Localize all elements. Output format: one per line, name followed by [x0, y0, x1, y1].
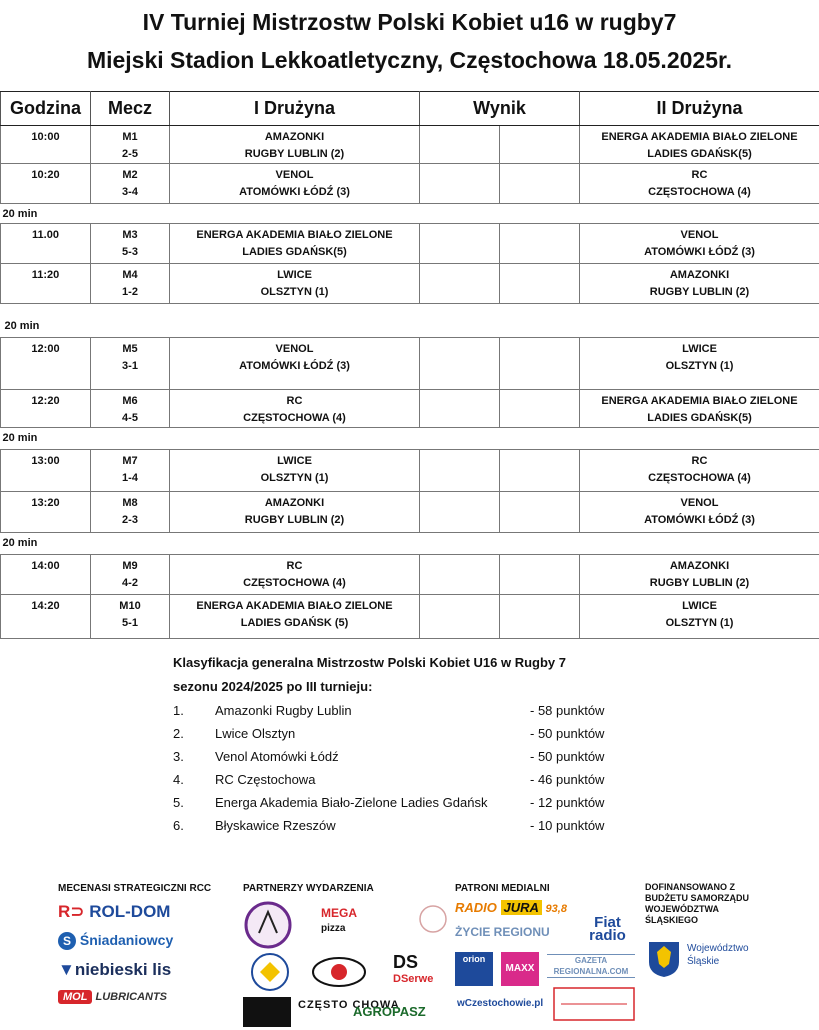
team1-name: AMAZONKI	[172, 495, 417, 512]
team1-cell	[170, 126, 420, 164]
ranking-row	[173, 814, 643, 837]
team2-cell	[580, 126, 819, 164]
break-row	[1, 533, 819, 555]
radio-text: RADIO	[455, 900, 497, 915]
match-number: M5	[93, 341, 167, 358]
rol-dom-logo	[58, 902, 170, 922]
team2-city: RUGBY LUBLIN (2)	[582, 284, 817, 301]
funding-header: DOFINANSOWANO Z BUDŻETU SAMORZĄDU WOJEWÓDZTWA ŚLĄSKIEGO	[645, 882, 765, 926]
ranking-section	[173, 651, 643, 837]
match-time: 10:20	[1, 164, 91, 204]
rank-team: RC Częstochowa	[215, 768, 530, 791]
ranking-title: Klasyfikacja generalna Mistrzostw Polski Kobiet U16 w Rugby 7	[173, 651, 643, 675]
match-time: 12:00	[1, 338, 91, 390]
gazeta-regionalna-logo: GAZETA REGIONALNA.COM	[547, 954, 635, 978]
zycie-regionu-logo: ŻYCIE REGIONU	[455, 925, 550, 939]
rank-points: - 50 punktów	[530, 722, 640, 745]
rank-points: - 50 punktów	[530, 745, 640, 768]
fox-icon: ▼	[58, 960, 75, 979]
match-id	[91, 224, 170, 264]
score2-cell	[500, 224, 580, 264]
score1-cell	[420, 390, 500, 428]
match-id	[91, 595, 170, 639]
rank-number: 5.	[173, 791, 215, 814]
moto-club-icon	[311, 954, 367, 990]
match-pair: 3-1	[93, 358, 167, 375]
score1-cell	[420, 224, 500, 264]
score2-cell	[500, 338, 580, 390]
team1-name: VENOL	[172, 341, 417, 358]
team1-name: ENERGA AKADEMIA BIAŁO ZIELONE	[172, 227, 417, 244]
team1-cell	[170, 338, 420, 390]
team1-city: OLSZTYN (1)	[172, 470, 417, 487]
score1-cell	[420, 164, 500, 204]
match-row	[1, 126, 819, 164]
ranking-row	[173, 722, 643, 745]
break-label: 20 min	[1, 428, 819, 450]
team1-name: ENERGA AKADEMIA BIAŁO ZIELONE	[172, 598, 417, 615]
schedule-header-row	[1, 92, 819, 126]
score2-cell	[500, 595, 580, 639]
club-crest-icon	[418, 904, 448, 934]
team1-cell	[170, 492, 420, 533]
score1-cell	[420, 492, 500, 533]
match-row	[1, 450, 819, 492]
match-id	[91, 492, 170, 533]
score2-cell	[500, 164, 580, 204]
sponsors-section	[0, 882, 819, 1030]
team2-cell	[580, 264, 819, 304]
rank-number: 4.	[173, 768, 215, 791]
media-patrons	[455, 882, 635, 1030]
team2-cell	[580, 390, 819, 428]
team2-city: LADIES GDAŃSK(5)	[582, 410, 817, 427]
lubricants-text: LUBRICANTS	[96, 991, 168, 1003]
team2-city: CZĘSTOCHOWA (4)	[582, 470, 817, 487]
score2-cell	[500, 264, 580, 304]
match-row	[1, 555, 819, 595]
rank-points: - 58 punktów	[530, 699, 640, 722]
team1-city: OLSZTYN (1)	[172, 284, 417, 301]
match-row	[1, 264, 819, 304]
match-number: M6	[93, 393, 167, 410]
match-pair: 5-1	[93, 615, 167, 632]
rank-number: 3.	[173, 745, 215, 768]
header-score: Wynik	[420, 92, 580, 126]
rank-points: - 46 punktów	[530, 768, 640, 791]
team2-name: ENERGA AKADEMIA BIAŁO ZIELONE	[582, 393, 817, 410]
team2-name: LWICE	[582, 341, 817, 358]
match-number: M7	[93, 453, 167, 470]
team1-name: LWICE	[172, 453, 417, 470]
rank-number: 2.	[173, 722, 215, 745]
header-team1: I Drużyna	[170, 92, 420, 126]
match-number: M8	[93, 495, 167, 512]
schedule-table	[0, 91, 819, 639]
score1-cell	[420, 338, 500, 390]
score1-cell	[420, 555, 500, 595]
partners-header: PARTNERZY WYDARZENIA	[243, 882, 443, 895]
czestochowa-portal-icon	[553, 987, 635, 1021]
page-title	[0, 6, 819, 76]
team2-cell	[580, 492, 819, 533]
match-pair: 4-2	[93, 575, 167, 592]
orion-logo: orion	[455, 952, 493, 986]
team2-cell	[580, 450, 819, 492]
wczestochowie-logo: wCzestochowie.pl	[457, 998, 543, 1009]
silesia-coat-of-arms-icon	[647, 940, 681, 978]
match-time: 12:20	[1, 390, 91, 428]
team1-city: CZĘSTOCHOWA (4)	[172, 410, 417, 427]
sniadaniowcy-text: Śniadaniowcy	[80, 932, 173, 948]
match-pair: 5-3	[93, 244, 167, 261]
team1-name: VENOL	[172, 167, 417, 184]
team2-city: RUGBY LUBLIN (2)	[582, 575, 817, 592]
team2-cell	[580, 555, 819, 595]
ranking-row	[173, 768, 643, 791]
ranking-row	[173, 745, 643, 768]
rank-team: Energa Akademia Biało-Zielone Ladies Gdańsk	[215, 791, 530, 814]
match-id	[91, 555, 170, 595]
team1-name: AMAZONKI	[172, 129, 417, 146]
header-time: Godzina	[1, 92, 91, 126]
ranking-row	[173, 699, 643, 722]
match-row	[1, 595, 819, 639]
rank-team: Błyskawice Rzeszów	[215, 814, 530, 837]
team1-city: RUGBY LUBLIN (2)	[172, 512, 417, 529]
rol-dom-text: ROL-DOM	[89, 902, 170, 921]
team2-name: VENOL	[582, 227, 817, 244]
team1-cell	[170, 390, 420, 428]
rank-points: - 10 punktów	[530, 814, 640, 837]
czestochowa-logo: CZĘSTO CHOWA	[298, 1000, 400, 1011]
team1-name: LWICE	[172, 267, 417, 284]
agropasz-logo: AGROPASZ	[353, 1004, 426, 1019]
rank-number: 1.	[173, 699, 215, 722]
match-time: 11:20	[1, 264, 91, 304]
score2-cell	[500, 450, 580, 492]
rank-number: 6.	[173, 814, 215, 837]
region-label	[687, 942, 749, 968]
match-time: 14:00	[1, 555, 91, 595]
team1-cell	[170, 224, 420, 264]
rank-team: Amazonki Rugby Lublin	[215, 699, 530, 722]
team1-cell	[170, 450, 420, 492]
team2-city: CZĘSTOCHOWA (4)	[582, 184, 817, 201]
match-row	[1, 164, 819, 204]
sniadaniowcy-logo	[58, 932, 173, 950]
match-time: 10:00	[1, 126, 91, 164]
break-row	[1, 304, 819, 338]
title-line-1: IV Turniej Mistrzostw Polski Kobiet u16 w rugby7	[0, 6, 819, 38]
break-label: 20 min	[1, 304, 819, 338]
pizza-text: pizza	[321, 923, 345, 934]
team2-name: VENOL	[582, 495, 817, 512]
match-id	[91, 126, 170, 164]
rol-dom-icon: R⊃	[58, 902, 85, 921]
eagle-crest-icon	[248, 952, 292, 992]
team1-cell	[170, 164, 420, 204]
match-pair: 2-3	[93, 512, 167, 529]
team2-city: OLSZTYN (1)	[582, 358, 817, 375]
break-label: 20 min	[1, 204, 819, 224]
mega-pizza-logo	[321, 906, 357, 934]
team2-name: ENERGA AKADEMIA BIAŁO ZIELONE	[582, 129, 817, 146]
match-number: M10	[93, 598, 167, 615]
mega-text: MEGA	[321, 906, 357, 920]
break-row	[1, 428, 819, 450]
team2-cell	[580, 338, 819, 390]
match-time: 11.00	[1, 224, 91, 264]
match-number: M1	[93, 129, 167, 146]
team2-city: ATOMÓWKI ŁÓDŹ (3)	[582, 512, 817, 529]
team1-cell	[170, 264, 420, 304]
jura-text: JURA	[501, 900, 542, 915]
match-number: M4	[93, 267, 167, 284]
match-pair: 4-5	[93, 410, 167, 427]
rank-team: Lwice Olsztyn	[215, 722, 530, 745]
match-time: 13:20	[1, 492, 91, 533]
score2-cell	[500, 555, 580, 595]
match-row	[1, 224, 819, 264]
break-row	[1, 204, 819, 224]
score2-cell	[500, 492, 580, 533]
match-id	[91, 264, 170, 304]
mol-text: MOL	[58, 990, 92, 1004]
header-match: Mecz	[91, 92, 170, 126]
team1-cell	[170, 595, 420, 639]
match-number: M3	[93, 227, 167, 244]
match-row	[1, 390, 819, 428]
match-pair: 2-5	[93, 146, 167, 163]
match-row	[1, 492, 819, 533]
ranking-subtitle: sezonu 2024/2025 po III turnieju:	[173, 675, 643, 699]
score2-cell	[500, 126, 580, 164]
score1-cell	[420, 126, 500, 164]
match-id	[91, 164, 170, 204]
mol-logo	[58, 990, 167, 1004]
match-time: 13:00	[1, 450, 91, 492]
media-header: PATRONI MEDIALNI	[455, 882, 635, 895]
strategic-header: MECENASI STRATEGICZNI RCC	[58, 882, 238, 895]
score1-cell	[420, 595, 500, 639]
team2-name: RC	[582, 453, 817, 470]
team1-city: ATOMÓWKI ŁÓDŹ (3)	[172, 184, 417, 201]
team1-city: ATOMÓWKI ŁÓDŹ (3)	[172, 358, 417, 375]
funding-section	[645, 882, 815, 1030]
team2-city: LADIES GDAŃSK(5)	[582, 146, 817, 163]
region-label-1: Województwo	[687, 943, 749, 954]
rank-team: Venol Atomówki Łódź	[215, 745, 530, 768]
team2-name: RC	[582, 167, 817, 184]
sponsor-black-badge-icon	[243, 997, 291, 1027]
team2-cell	[580, 224, 819, 264]
team2-city: ATOMÓWKI ŁÓDŹ (3)	[582, 244, 817, 261]
niebieski-lis-logo	[58, 960, 171, 980]
event-partners	[243, 882, 443, 1030]
match-row	[1, 338, 819, 390]
radio-freq-text: 93,8	[546, 903, 567, 915]
team1-city: RUGBY LUBLIN (2)	[172, 146, 417, 163]
team2-cell	[580, 595, 819, 639]
radio-jura-logo	[455, 900, 567, 915]
team2-cell	[580, 164, 819, 204]
fiat-radio-logo: Fiat radio	[580, 916, 635, 942]
match-id	[91, 450, 170, 492]
title-line-2: Miejski Stadion Lekkoatletyczny, Częstochowa 18.05.2025r.	[0, 44, 819, 76]
strategic-sponsors	[58, 882, 238, 1030]
score1-cell	[420, 264, 500, 304]
match-time: 14:20	[1, 595, 91, 639]
match-number: M2	[93, 167, 167, 184]
amazonki-badge-icon	[243, 900, 293, 950]
maxx-logo: MAXX	[501, 952, 539, 986]
match-pair: 1-2	[93, 284, 167, 301]
match-id	[91, 338, 170, 390]
rank-points: - 12 punktów	[530, 791, 640, 814]
team1-name: RC	[172, 393, 417, 410]
team2-city: OLSZTYN (1)	[582, 615, 817, 632]
team1-city: LADIES GDAŃSK (5)	[172, 615, 417, 632]
team1-city: LADIES GDAŃSK(5)	[172, 244, 417, 261]
team2-name: AMAZONKI	[582, 267, 817, 284]
team1-cell	[170, 555, 420, 595]
match-pair: 1-4	[93, 470, 167, 487]
team1-name: RC	[172, 558, 417, 575]
match-number: M9	[93, 558, 167, 575]
score2-cell	[500, 390, 580, 428]
break-label: 20 min	[1, 533, 819, 555]
ds-text: DS	[393, 952, 418, 972]
header-team2: II Drużyna	[580, 92, 819, 126]
match-id	[91, 390, 170, 428]
dserwe-text: DSerwe	[393, 973, 433, 985]
team2-name: AMAZONKI	[582, 558, 817, 575]
region-label-2: Śląskie	[687, 956, 719, 967]
score1-cell	[420, 450, 500, 492]
team1-city: CZĘSTOCHOWA (4)	[172, 575, 417, 592]
match-pair: 3-4	[93, 184, 167, 201]
sniadaniowcy-icon: S	[58, 932, 76, 950]
ranking-row	[173, 791, 643, 814]
ds-logo	[393, 952, 433, 985]
niebieski-lis-text: niebieski lis	[75, 960, 171, 979]
team2-name: LWICE	[582, 598, 817, 615]
